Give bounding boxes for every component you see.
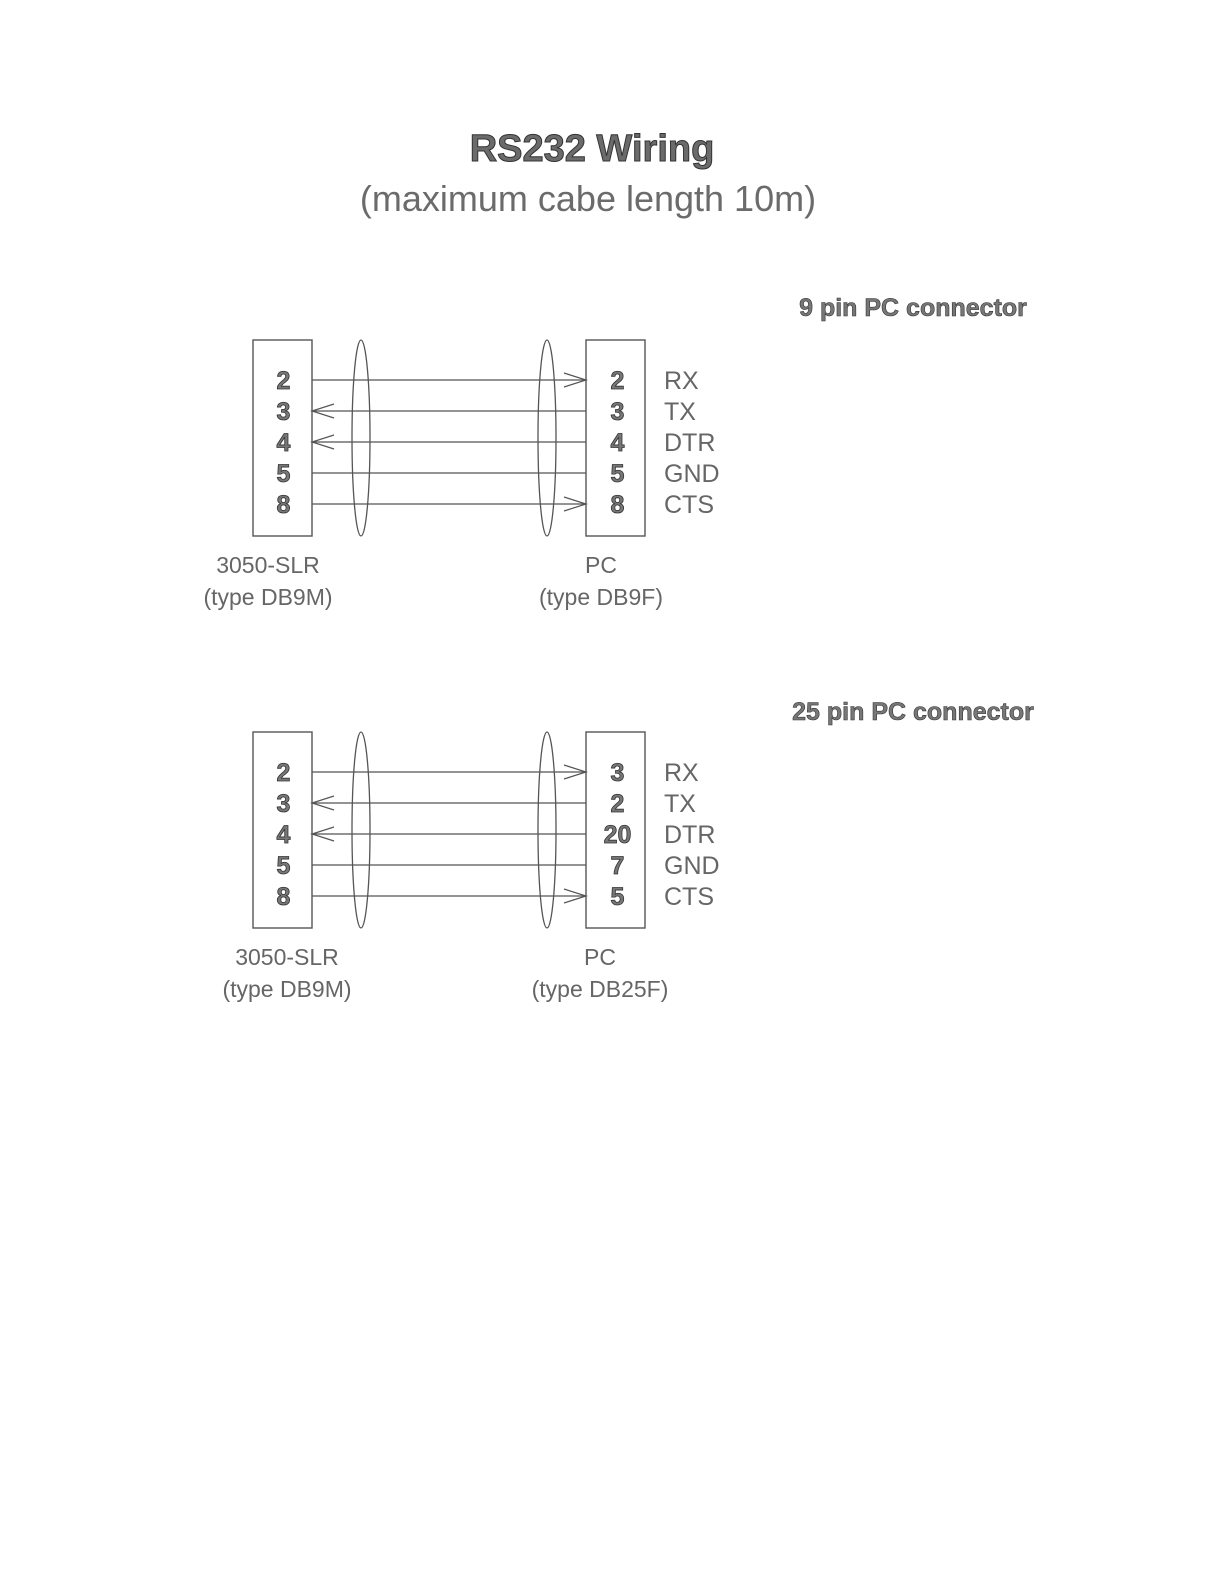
left-pin-number: 4 — [276, 429, 291, 457]
connector-header: 9 pin PC connector — [799, 294, 1027, 322]
cable-shield-left — [352, 732, 370, 928]
cable-shield-right — [538, 340, 556, 536]
right-pin-number: 2 — [610, 367, 625, 395]
right-connector-label: PC — [584, 944, 616, 970]
right-pin-number: 5 — [610, 460, 625, 488]
left-pin-number: 5 — [276, 852, 291, 880]
right-connector-label: (type DB25F) — [531, 976, 669, 1002]
page-title: RS232 Wiring — [469, 128, 715, 170]
left-pin-number: 2 — [276, 367, 291, 395]
left-pin-number: 8 — [276, 883, 291, 911]
signal-name: TX — [664, 398, 696, 426]
right-pin-number: 2 — [610, 790, 625, 818]
signal-name: RX — [664, 367, 699, 395]
wiring-diagram-9pin — [203, 294, 1027, 610]
right-pin-number: 5 — [610, 883, 625, 911]
right-pin-number: 20 — [603, 821, 632, 849]
signal-name: TX — [664, 790, 696, 818]
signal-name: CTS — [664, 883, 714, 911]
left-pin-number: 4 — [276, 821, 291, 849]
left-pin-number: 2 — [276, 759, 291, 787]
left-pin-number: 8 — [276, 491, 291, 519]
right-connector-label: PC — [585, 552, 617, 578]
left-pin-number: 3 — [276, 398, 291, 426]
left-connector-label: 3050-SLR — [216, 552, 320, 578]
left-connector-label: (type DB9M) — [222, 976, 352, 1002]
right-pin-number: 7 — [610, 852, 625, 880]
right-pin-number: 4 — [610, 429, 625, 457]
signal-name: DTR — [664, 429, 716, 457]
connector-header: 25 pin PC connector — [792, 698, 1034, 726]
signal-name: CTS — [664, 491, 714, 519]
right-pin-number: 3 — [610, 759, 625, 787]
cable-shield-right — [538, 732, 556, 928]
left-pin-number: 3 — [276, 790, 291, 818]
left-connector-label: 3050-SLR — [235, 944, 339, 970]
signal-name: RX — [664, 759, 699, 787]
right-pin-number: 8 — [610, 491, 625, 519]
right-connector-label: (type DB9F) — [539, 584, 663, 610]
left-pin-number: 5 — [276, 460, 291, 488]
wiring-diagram-25pin — [222, 698, 1034, 1002]
signal-name: GND — [664, 852, 720, 880]
signal-name: GND — [664, 460, 720, 488]
right-pin-number: 3 — [610, 398, 625, 426]
signal-name: DTR — [664, 821, 716, 849]
cable-shield-left — [352, 340, 370, 536]
left-connector-label: (type DB9M) — [203, 584, 333, 610]
page-subtitle: (maximum cabe length 10m) — [359, 178, 817, 219]
